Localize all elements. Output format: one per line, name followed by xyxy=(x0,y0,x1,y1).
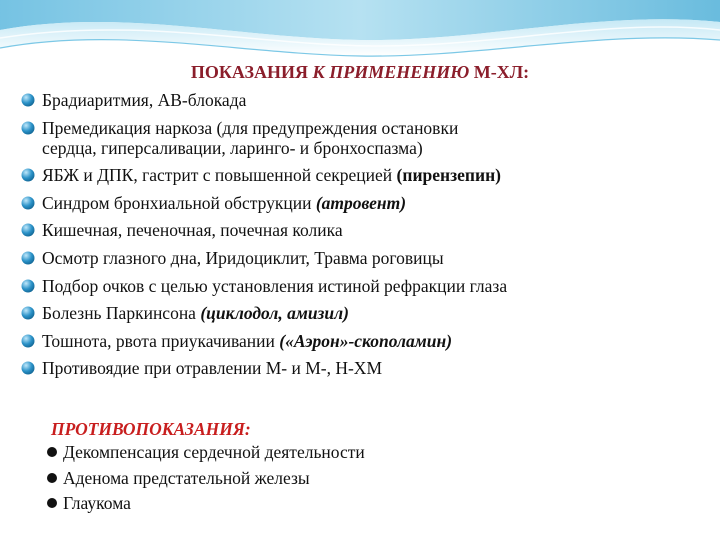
list-item xyxy=(20,303,710,323)
item-text: Подбор очков с целью установления истиной рефракции глаза xyxy=(42,275,508,296)
drug-name: (циклодол, амизил) xyxy=(200,303,349,324)
gradient-disc-icon xyxy=(21,334,35,348)
gradient-disc-icon xyxy=(21,361,35,375)
slide-title xyxy=(0,62,720,83)
list-item xyxy=(20,193,710,213)
list-item xyxy=(20,90,710,110)
item-text: Премедикация наркоза (для предупреждения остановки xyxy=(42,117,459,138)
title-part1: ПОКАЗАНИЯ xyxy=(190,62,313,82)
drug-name: (атровент) xyxy=(315,192,407,213)
list-item xyxy=(20,248,710,268)
item-text: Синдром бронхиальной обструкции xyxy=(42,192,316,213)
gradient-disc-icon xyxy=(21,121,35,135)
list-item xyxy=(47,442,365,462)
black-dot-icon xyxy=(47,498,57,508)
list-item xyxy=(20,331,710,351)
item-text: Тошнота, рвота приукачивании xyxy=(42,330,280,351)
item-text: Кишечная, печеночная, почечная колика xyxy=(42,220,343,241)
drug-name: («Аэрон»-скополамин) xyxy=(279,330,453,351)
item-text: Глаукома xyxy=(63,493,131,513)
list-item xyxy=(47,468,365,488)
item-text: ЯБЖ и ДПК, гастрит с повышенной секрецией xyxy=(42,165,397,186)
title-part3: М-ХЛ: xyxy=(469,62,530,82)
list-item xyxy=(47,493,365,513)
list-item xyxy=(20,165,710,185)
indications-list xyxy=(20,90,710,386)
contraindications-list xyxy=(47,442,365,519)
gradient-disc-icon xyxy=(21,279,35,293)
gradient-disc-icon xyxy=(21,168,35,182)
list-item xyxy=(20,220,710,240)
item-text: Брадиаритмия, АВ-блокада xyxy=(42,90,247,110)
black-dot-icon xyxy=(47,473,57,483)
item-text: Противоядие при отравлении М- и М-, Н-ХМ xyxy=(42,358,383,379)
contraindications-heading: ПРОТИВОПОКАЗАНИЯ: xyxy=(51,419,251,439)
gradient-disc-icon xyxy=(21,223,35,237)
list-item xyxy=(20,118,710,158)
gradient-disc-icon xyxy=(21,196,35,210)
item-text: Болезнь Паркинсона xyxy=(42,303,201,324)
black-dot-icon xyxy=(47,447,57,457)
gradient-disc-icon xyxy=(21,306,35,320)
title-part2: К ПРИМЕНЕНИЮ xyxy=(312,62,470,82)
list-item xyxy=(20,358,710,378)
item-text: Декомпенсация сердечной деятельности xyxy=(63,442,365,462)
item-text-continuation: сердца, гиперсаливации, ларинго- и бронхоспазма) xyxy=(42,137,423,158)
list-item xyxy=(20,276,710,296)
drug-name: (пирензепин) xyxy=(396,165,501,186)
gradient-disc-icon xyxy=(21,251,35,265)
item-text: Осмотр глазного дна, Иридоциклит, Травма роговицы xyxy=(42,247,444,268)
item-text: Аденома предстательной железы xyxy=(63,467,310,488)
gradient-disc-icon xyxy=(21,93,35,107)
